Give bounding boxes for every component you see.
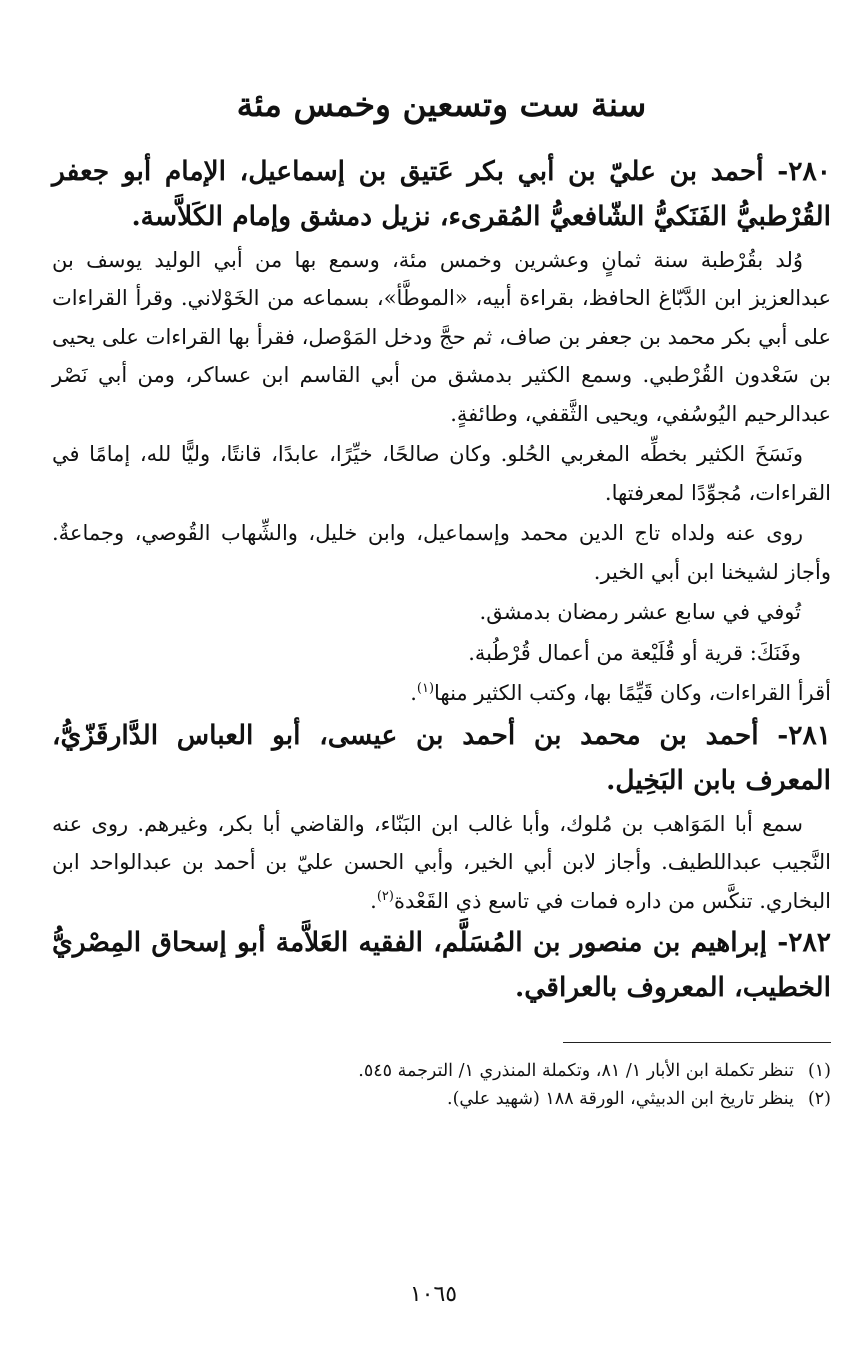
footnote-item [52, 1057, 831, 1085]
entry-heading: ٢٨٢- إبراهيم بن منصور بن المُسَلَّم، الفقيه العَلاَّمة أبو إسحاق المِصْريُّ الخطيب، المعروف بالعراقي. [52, 927, 831, 1004]
footnote-reference: (٢) [376, 888, 394, 904]
biography-entry-280 [52, 149, 831, 713]
sentence-end: . [410, 681, 417, 706]
entry-heading: ٢٨٠- أحمد بن عليّ بن أبي بكر عَتيق بن إسماعيل، الإمام أبو جعفر القُرْطبيُّ الفَنَكيُّ الشّافعيُّ المُقرىء، نزيل دمشق وإمام الكَلاَّسة. [52, 155, 831, 232]
entry-paragraph: وُلد بقُرْطبة سنة ثمانٍ وعشرين وخمس مئة، وسمع بها من أبي الوليد يوسف بن عبدالعزيز ابن الدَّبّاغ الحافظ، بقراءة أبيه، «الموطَّأ»، بسماعه من الخَوْلاني. وقرأ القراءات على أبي بكر محمد بن جعفر بن صاف، ثم حجَّ ودخل المَوْصل، فقرأ بها القراءات على يحيى بن سَعْدون القُرْطبي. وسمع الكثير بدمشق من أبي القاسم ابن عساكر، ومن أبي نَصْر عبدالرحيم اليُوسُفي، ويحيى الثَّقفي، وطائفةٍ. [52, 247, 831, 426]
entry-paragraph: تُوفي في سابع عشر رمضان بدمشق. [479, 600, 801, 625]
entry-heading: ٢٨١- أحمد بن محمد بن أحمد بن عيسى، أبو العباس الدَّارقَزّيُّ، المعرف بابن البَخِيل. [52, 719, 831, 796]
entry-paragraph [52, 674, 831, 713]
page-number: ١٠٦٥ [409, 1282, 458, 1307]
entry-paragraph-text: سمع أبا المَوَاهب بن مُلوك، وأبا غالب ابن البَنّاء، والقاضي أبا بكر، وغيرهم. روى عنه النَّجيب عبداللطيف. وأجاز لابن أبي الخير، وأبي الحسن عليّ بن أحمد بن عبدالواحد ابن البخاري. تنكَّس من داره فمات في تاسع ذي القَعْدة [52, 811, 831, 913]
year-heading: سنة ست وتسعين وخمس مئة [236, 85, 647, 124]
entry-paragraph-text: أقرأ القراءات، وكان قَيِّمًا بها، وكتب الكثير منها [434, 681, 831, 706]
footnote-number: (٢) [807, 1089, 831, 1110]
entry-paragraph: ونَسَخَ الكثير بخطِّه المغربي الحُلو. وكان صالحًا، خيِّرًا، عابدًا، قانتًا، وليًّا لله، إمامًا في القراءات، مُجوِّدًا لمعرفتها. [52, 442, 831, 505]
footnote-number: (١) [807, 1061, 831, 1082]
footnote-text: ينظر تاريخ ابن الدبيثي، الورقة ١٨٨ (شهيد علي). [447, 1089, 794, 1110]
footnote-divider [563, 1042, 831, 1043]
footnote-item [52, 1085, 831, 1113]
sentence-end: . [370, 888, 377, 913]
entry-paragraph: وفَنَكَ: قرية أو قُلَيْعة من أعمال قُرْطُبة. [468, 640, 801, 665]
biography-entry-281 [52, 713, 831, 921]
entry-paragraph: روى عنه ولداه تاج الدين محمد وإسماعيل، وابن خليل، والشِّهاب القُوصي، وجماعةٌ. وأجاز لشيخنا ابن أبي الخير. [52, 521, 831, 584]
footnotes [52, 1057, 831, 1113]
entry-paragraph [52, 805, 831, 921]
footnote-text: تنظر تكملة ابن الأبار ١/ ٨١، وتكملة المنذري ١/ الترجمة ٥٤٥. [358, 1061, 794, 1082]
biography-entry-282 [52, 920, 831, 1010]
footnote-reference: (١) [416, 681, 435, 697]
